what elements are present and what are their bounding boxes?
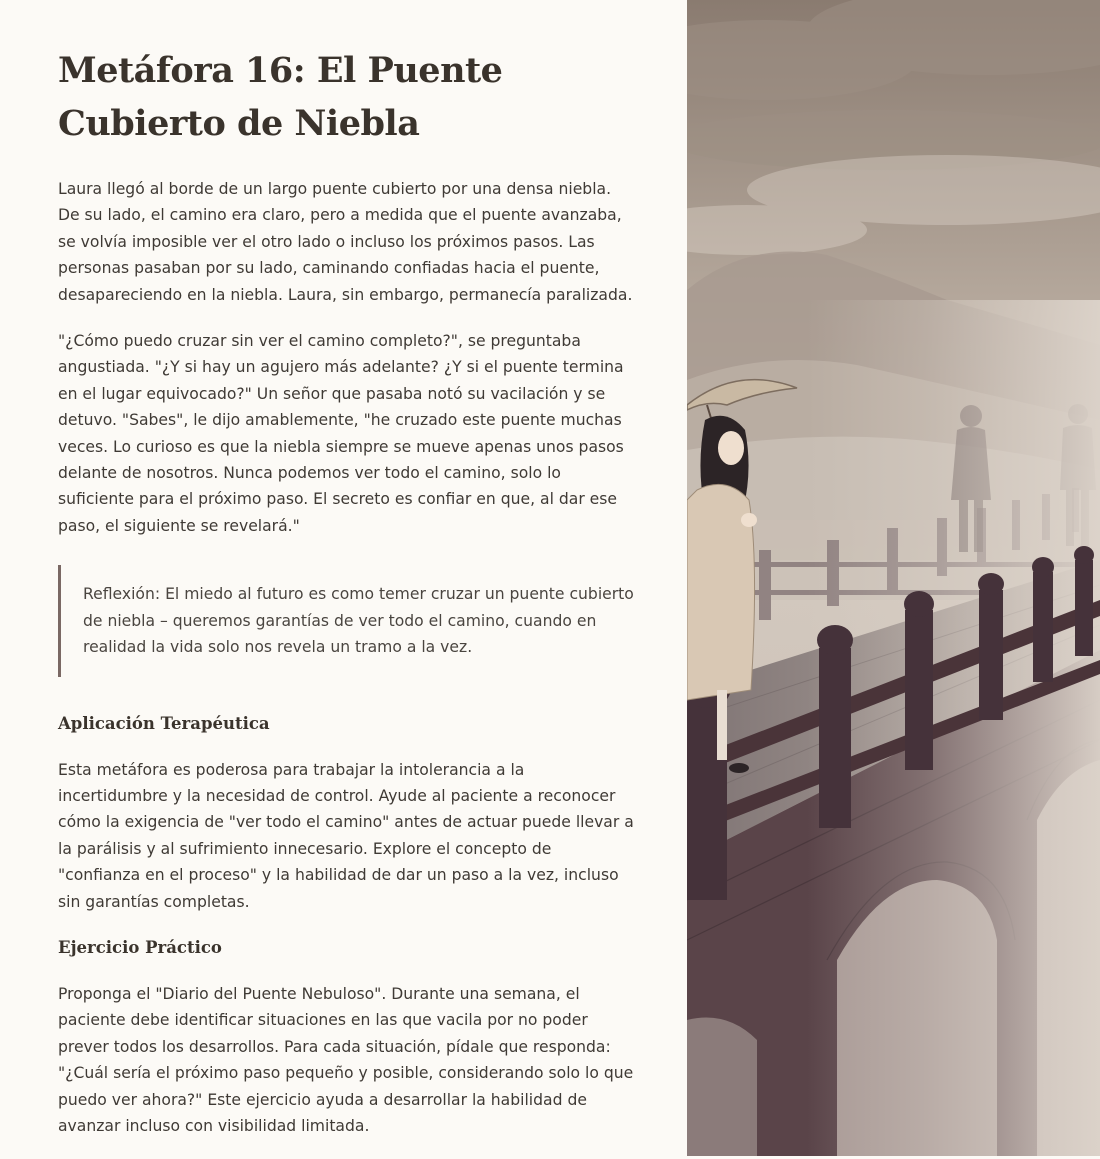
story-paragraph-1: Laura llegó al borde de un largo puente cubierto por una densa niebla. De su lado, el camino era claro, pero a medida que el puente avanzaba, se volvía imposible ver el otro lado o incluso los próximos pasos. Las personas pasaban por su lado, caminando confiadas hacia el puente, desapareciendo en la niebla. Laura, sin embargo, permanecía paralizada.	[58, 180, 633, 304]
section-body-therapeutic: Esta metáfora es poderosa para trabajar la intolerancia a la incertidumbre y la necesidad de control. Ayude al paciente a reconocer cómo la exigencia de "ver todo el camino" antes de actuar puede llevar a la parálisis y al sufrimiento innecesario. Explore el concepto de "confianza en el proceso" y la habilidad de dar un paso a la vez, incluso sin garantías completas.	[58, 760, 634, 911]
foggy-bridge-illustration	[687, 0, 1100, 1156]
reflection-quote: Reflexión: El miedo al futuro es como temer cruzar un puente cubierto de niebla – queremos garantías de ver todo el camino, cuando en realidad la vida solo nos revela un tramo a la vez.	[58, 565, 634, 676]
section-body-exercise: Proponga el "Diario del Puente Nebuloso". Durante una semana, el paciente debe identificar situaciones en las que vacila por no poder prever todos los desarrollos. Para cada situación, pídale que responda: "¿Cuál sería el próximo paso pequeño y posible, considerando solo lo que puedo ver ahora?" Este ejercicio ayuda a desarrollar la habilidad de avanzar incluso con visibilidad limitada.	[58, 984, 634, 1135]
section-heading-exercise: Ejercicio Práctico	[58, 937, 222, 957]
article	[58, 44, 634, 1159]
page-title: Metáfora 16: El Puente Cubierto de Niebla	[58, 50, 503, 144]
section-heading-therapeutic: Aplicación Terapéutica	[58, 713, 270, 733]
story-paragraph-2: "¿Cómo puedo cruzar sin ver el camino completo?", se preguntaba angustiada. "¿Y si hay un agujero más adelante? ¿Y si el puente termina en el lugar equivocado?" Un señor que pasaba notó su vacilación y se detuvo. "Sabes", le dijo amablemente, "he cruzado este puente muchas veces. Lo curioso es que la niebla siempre se mueve apenas unos pasos delante de nosotros. Nunca podemos ver todo el camino, solo lo suficiente para el próximo paso. El secreto es confiar en que, al dar ese paso, el siguiente se revelará."	[58, 332, 624, 535]
